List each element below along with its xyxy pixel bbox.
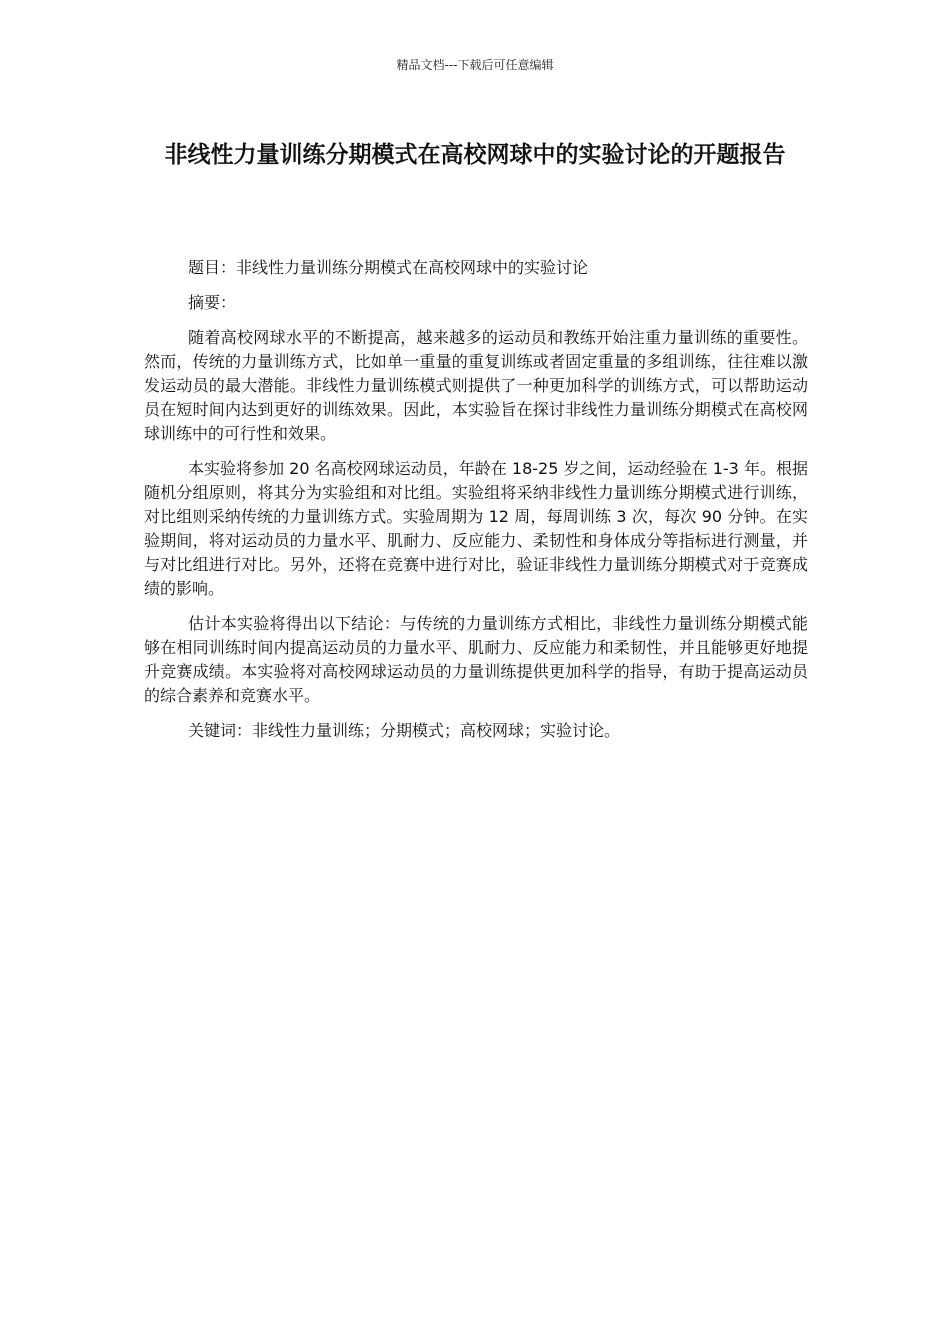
page-header-note: 精品文档---下载后可任意编辑: [396, 58, 554, 72]
document-title: 非线性力量训练分期模式在高校网球中的实验讨论的开题报告: [164, 142, 786, 168]
abstract-paragraph-background: 随着高校网球水平的不断提高，越来越多的运动员和教练开始注重力量训练的重要性。然而，传统的力量训练方式，比如单一重量的重复训练或者固定重量的多组训练，往往难以激发运动员的最大潜能。非线性力量训练模式则提供了一种更加科学的训练方式，可以帮助运动员在短时间内达到更好的训练效果。因此，本实验旨在探讨非线性力量训练分期模式在高校网球训练中的可行性和效果。: [144, 328, 808, 443]
abstract-label: 摘要：: [188, 293, 237, 312]
keywords-line: 关键词：非线性力量训练；分期模式；高校网球；实验讨论。: [188, 721, 621, 740]
abstract-paragraph-method: 本实验将参加 20 名高校网球运动员，年龄在 18-25 岁之间，运动经验在 1-3 年。根据随机分组原则，将其分为实验组和对比组。实验组将采纳非线性力量训练分期模式进行训练，对比组则采纳传统的力量训练方式。实验周期为 12 周，每周训练 3 次，每次 90 分钟。在实验期间，将对运动员的力量水平、肌耐力、反应能力、柔韧性和身体成分等指标进行测量，并与对比组进行对比。另外，还将在竞赛中进行对比，验证非线性力量训练分期模式对于竞赛成绩的影响。: [144, 459, 808, 598]
abstract-paragraph-conclusion: 估计本实验将得出以下结论：与传统的力量训练方式相比，非线性力量训练分期模式能够在相同训练时间内提高运动员的力量水平、肌耐力、反应能力和柔韧性，并且能够更好地提升竞赛成绩。本实验将对高校网球运动员的力量训练提供更加科学的指导，有助于提高运动员的综合素养和竞赛水平。: [144, 614, 808, 705]
subject-line: 题目：非线性力量训练分期模式在高校网球中的实验讨论: [188, 258, 589, 277]
document-body: [144, 256, 808, 754]
